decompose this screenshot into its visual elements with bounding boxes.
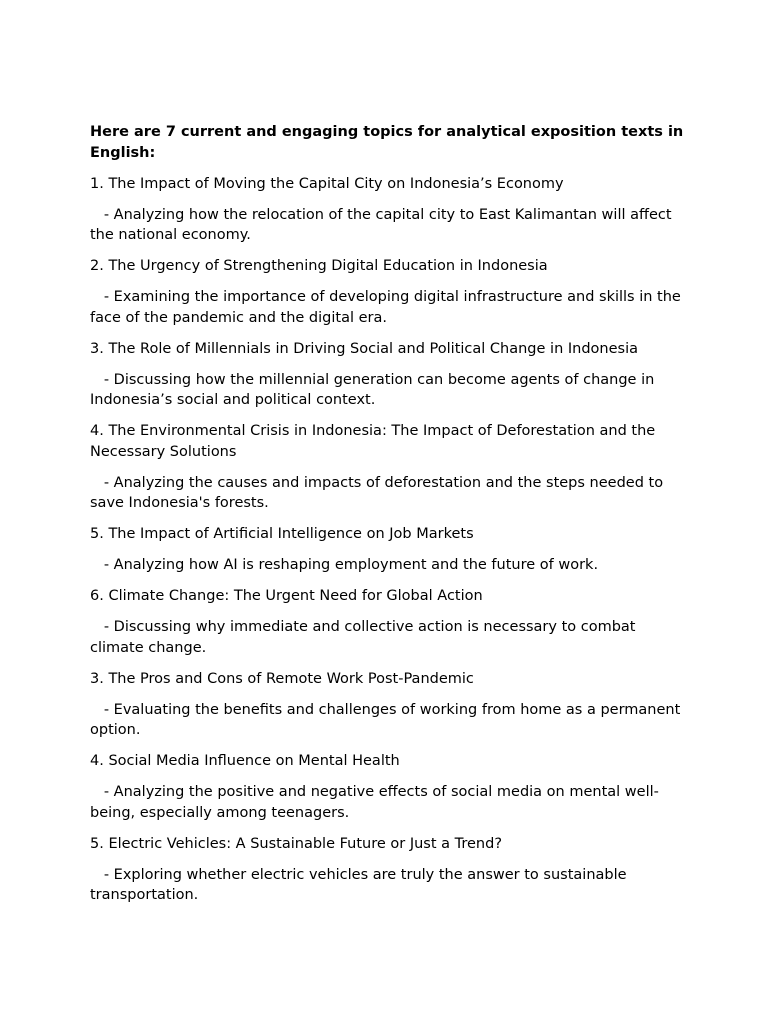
topic-description-text: - Exploring whether electric vehicles are truly the answer to sustainable transportation. — [90, 866, 627, 903]
topic-title: 6. Climate Change: The Urgent Need for Global Action — [90, 588, 483, 604]
topic-description-text: - Discussing how the millennial generation can become agents of change in Indonesia’s social and political context. — [90, 371, 655, 408]
topic-title: 5. The Impact of Artificial Intelligence on Job Markets — [90, 526, 474, 542]
topic-description — [90, 370, 686, 411]
topic-title: 4. The Environmental Crisis in Indonesia: The Impact of Deforestation and the Necessary Solutions — [90, 423, 656, 460]
topic-description — [90, 473, 686, 514]
topic-description-text: - Discussing why immediate and collective action is necessary to combat climate change. — [90, 619, 636, 656]
topic-title: 3. The Pros and Cons of Remote Work Post-Pandemic — [90, 670, 474, 687]
topic-description-text: - Analyzing the causes and impacts of deforestation and the steps needed to save Indonesia's forests. — [90, 474, 664, 511]
document-heading: Here are 7 current and engaging topics for analytical exposition texts in English: — [90, 124, 684, 161]
topic-description-text: - Analyzing the positive and negative effects of social media on mental well-being, especially among teenagers. — [90, 784, 659, 821]
topic-description-text: - Analyzing how the relocation of the capital city to East Kalimantan will affect the national economy. — [90, 206, 672, 243]
topic-title: 1. The Impact of Moving the Capital City on Indonesia’s Economy — [90, 175, 564, 192]
topic-description — [90, 555, 686, 576]
topic-description — [90, 205, 686, 246]
topic-description-text: - Analyzing how AI is reshaping employment and the future of work. — [103, 557, 599, 573]
topic-title: 4. Social Media Influence on Mental Health — [90, 753, 400, 769]
topic-title: 3. The Role of Millennials in Driving Social and Political Change in Indonesia — [90, 340, 638, 357]
topic-description — [90, 700, 686, 741]
topic-description — [90, 617, 686, 658]
topic-description-text: - Examining the importance of developing digital infrastructure and skills in the face of the pandemic and the digital era. — [90, 289, 681, 326]
topic-title: 5. Electric Vehicles: A Sustainable Future or Just a Trend? — [90, 835, 503, 852]
topic-description — [90, 865, 686, 906]
topic-description-text: - Evaluating the benefits and challenges of working from home as a permanent option. — [90, 701, 681, 738]
topic-description — [90, 782, 686, 823]
document-body — [90, 122, 686, 916]
topic-title: 2. The Urgency of Strengthening Digital Education in Indonesia — [90, 258, 548, 274]
topic-description — [90, 287, 686, 328]
